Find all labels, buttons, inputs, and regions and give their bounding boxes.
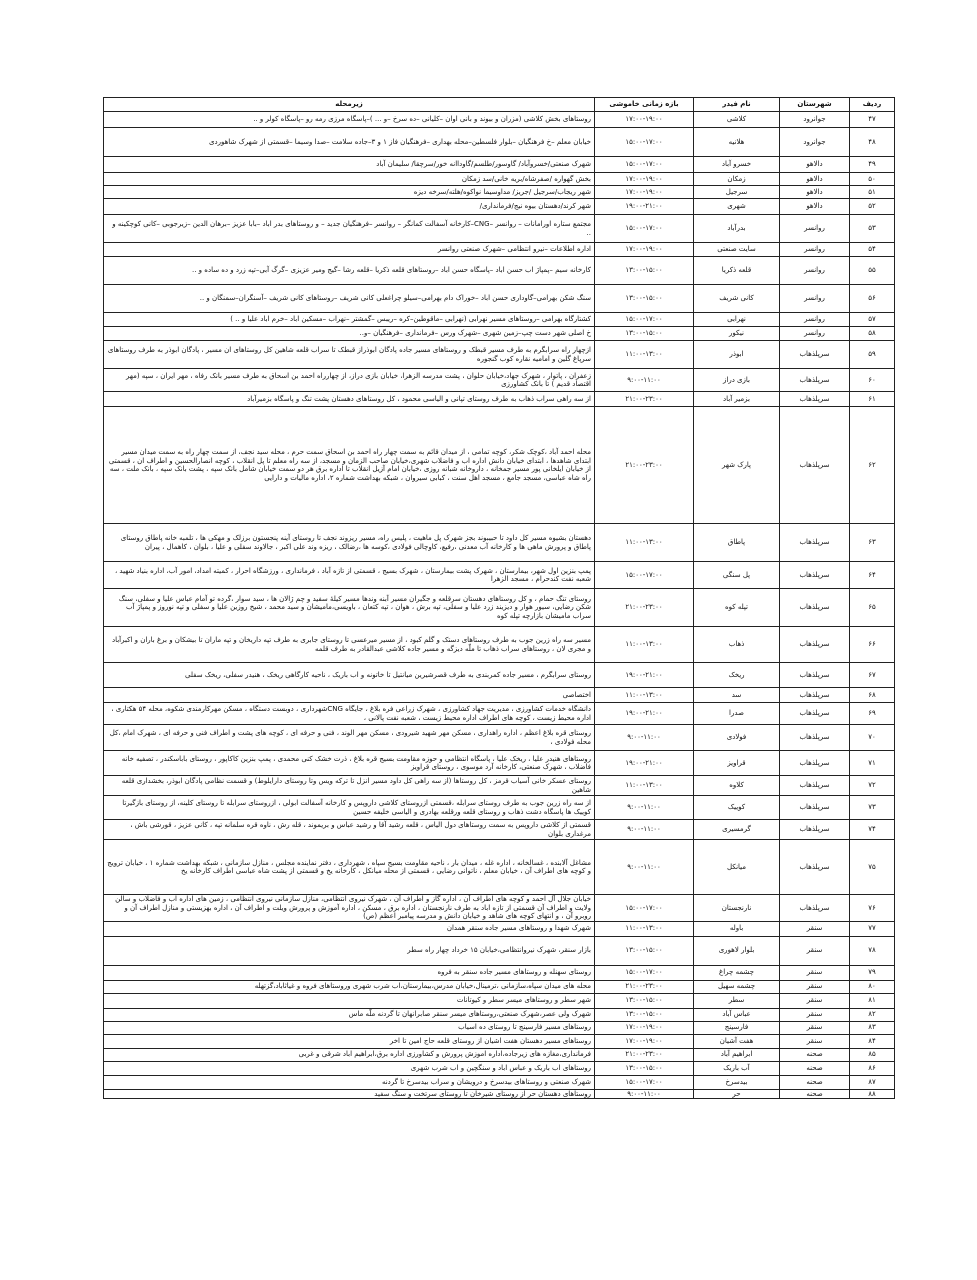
cell-row-number: ۸۸ (850, 1089, 895, 1099)
cell-county: سرپلذهاب (780, 392, 850, 407)
header-neighborhood: زیرمحله (104, 98, 595, 112)
cell-county: روانسر (780, 243, 850, 257)
table-row (104, 157, 895, 173)
cell-county: دالاهو (780, 157, 850, 173)
cell-neighborhood: شهر ریجاب/سرجیل /جریز/ مداوسیما نواکوه/هلته/سرخه دیزه (104, 186, 595, 199)
cell-feeder: ریخک (694, 663, 780, 688)
table-row (104, 776, 895, 796)
cell-neighborhood: خیابان جلال آل احمد و کوچه های اطراف آن ، اداره گاز و اطراف آن ، شهرک نیروی انتظامی، منازل سازمانی نیروی انتظامی ، زمین های اداره اب و فاضلاب و سالن ولایت و اطراف آن قسمتی از تازه اباد به طرف نارنجستان ، اداره برق ، مسکن ، اداره آموزش و پرورش ویلت و اطراف آن ، اداره بهزیستی و منازل اطراف آن و روبرو آن ، و انتهای کوچه های شاهد و خیابان دانش و مدرسه پیامبر اعظم (ص) (104, 895, 595, 922)
cell-row-number: ۷۵ (850, 840, 895, 895)
cell-row-number: ۶۶ (850, 627, 895, 663)
cell-neighborhood: دهستان بشیوه مسیر کل داود تا حبیبوند بجز شهرک پل ماهیت ، پلیس راه، مسیر ریزوند نجف تا روستای آینه پنجستون برزلک و مهکی ها ، تلمبه خانه پاطاق روستای پاطاق و پرورش ماهی ها و کارخانه آب معدنی ،رفیع، کاوچالی فولادی ،کوسه ها ،رضالک ، ریزه وند علی اکبر ، جالاوند سفلی و علیا ، بلوان ، کاهمال ، پیران (104, 524, 595, 562)
cell-neighborhood: روستای تنگ حمام ، و کل روستاهای دهستان سرقلعه و جگیران مسیر آبنه وندها مسیر کیلهٔ سفید و چم ژالان ها ، سید سوار ،گرده تو آمام عباس علیا و سفلی، سنگ شکن رضایی، سیور هوار و دیزیند زرد علیا و سفلی، تپه برش ، هوان ، تپه کتعان ، باویسی،مامیشان و سید محمد ، شیخ روزین علیا و سفلی و تپه نوروز و پمپاژ آب سراب مامیشان بازارچه تپله کوه (104, 589, 595, 627)
table-row (104, 407, 895, 524)
table-row (104, 112, 895, 128)
cell-county: روانسر (780, 215, 850, 243)
cell-row-number: ۷۱ (850, 751, 895, 776)
cell-feeder: سطر (694, 993, 780, 1008)
table-row (104, 199, 895, 215)
cell-neighborhood: شهرک صنعتی و روستاهای بیدسرخ و درویشان و سراب بیدسرخ تا گردنه (104, 1075, 595, 1089)
header-time-range: بازه زمانی خاموشی (595, 98, 694, 112)
cell-feeder: میانکل (694, 840, 780, 895)
cell-row-number: ۸۳ (850, 1021, 895, 1034)
cell-row-number: ۵۷ (850, 313, 895, 327)
cell-neighborhood: از سه راهی سراب ذهاب به طرف روستای تپانی و الیاسی محمود ، کل روستاهای دهستان پشت تنگ و پاسگاه بزمیرآباد (104, 392, 595, 407)
cell-neighborhood: شهرک ولی عصر،شهرک صنعتی،روستاهای میسر سنقر صابرانهان تا گردنه ملّه ماس (104, 1008, 595, 1021)
cell-time-range: ۱۳:۰۰-۱۵:۰۰ (595, 993, 694, 1008)
header-county: شهرستان (780, 98, 850, 112)
cell-feeder: بزمیر آباد (694, 392, 780, 407)
cell-neighborhood: روستاهای مسیر دهستان هفت اشیان از روستای قلعه حاج امین تا اخر (104, 1034, 595, 1048)
cell-feeder: کلاوه (694, 776, 780, 796)
cell-county: سرپلذهاب (780, 776, 850, 796)
cell-time-range: ۹:۰۰-۱۱:۰۰ (595, 1089, 694, 1099)
cell-neighborhood: خ اصلی شهر دست چپ–زمین شهری –شهرک ورس –فرمانداری –فرهنگیان –و.. (104, 327, 595, 341)
table-row (104, 936, 895, 965)
cell-row-number: ۸۴ (850, 1034, 895, 1048)
cell-neighborhood: سنگ شکن بهرامی–گاوداری حسن اباد –خوراک دام بهرامی–سیلو چراغعلی کانی شریف –روستاهای کانی شریف –آسنگران–سمنگان و .. (104, 285, 595, 313)
cell-county: صحنه (780, 1075, 850, 1089)
cell-feeder: نیکور (694, 327, 780, 341)
cell-feeder: عباس آباد (694, 1008, 780, 1021)
cell-row-number: ۵۰ (850, 173, 895, 186)
cell-row-number: ۶۳ (850, 524, 895, 562)
cell-neighborhood: بخش گهواره /صفرشاه/بریه خانی/سد زمکان (104, 173, 595, 186)
cell-feeder: کلاشی (694, 112, 780, 128)
cell-feeder: صدرا (694, 703, 780, 725)
cell-time-range: ۲۱:۰۰-۲۳:۰۰ (595, 392, 694, 407)
table-row (104, 820, 895, 840)
cell-county: روانسر (780, 313, 850, 327)
cell-time-range: ۹:۰۰-۱۱:۰۰ (595, 840, 694, 895)
cell-time-range: ۱۵:۰۰-۱۷:۰۰ (595, 215, 694, 243)
cell-feeder: تپله کوه (694, 589, 780, 627)
cell-county: سرپلذهاب (780, 369, 850, 392)
cell-neighborhood: روستاهای مسیر فارسینج تا روستای ده اسیاب (104, 1021, 595, 1034)
cell-feeder: سرجیل (694, 186, 780, 199)
cell-time-range: ۱۵:۰۰-۱۷:۰۰ (595, 313, 694, 327)
cell-feeder: ابوذر (694, 341, 780, 369)
cell-time-range: ۱۵:۰۰-۱۷:۰۰ (595, 157, 694, 173)
cell-time-range: ۹:۰۰-۱۱:۰۰ (595, 820, 694, 840)
cell-feeder: بدرآباد (694, 215, 780, 243)
cell-time-range: ۱۷:۰۰-۱۹:۰۰ (595, 243, 694, 257)
cell-row-number: ۸۷ (850, 1075, 895, 1089)
cell-row-number: ۷۴ (850, 820, 895, 840)
cell-feeder: چشمه سهیل (694, 980, 780, 993)
cell-time-range: ۲۱:۰۰-۲۳:۰۰ (595, 407, 694, 524)
cell-neighborhood: خیابان معلم –خ فرهنگیان –بلوار فلسطین–محله بهداری –فرهنگیان فاز ۱ و ۳–جاده سلامت –صدا وسیما –قسمتی از شهرک شاهوردی (104, 128, 595, 157)
cell-neighborhood: شهرک شهدا و روستاهای مسیر جاده سنقر همدان (104, 921, 595, 936)
cell-row-number: ۵۹ (850, 341, 895, 369)
cell-county: سرپلذهاب (780, 407, 850, 524)
cell-neighborhood: محله های میدان سپاه،سازمانی ،ترمینال،خیابان مدرس،بیمارستان،اب شرب شهری وروستاهای فروه و غیاثاباد،گزتهله (104, 980, 595, 993)
cell-feeder: زمکان (694, 173, 780, 186)
cell-row-number: ۸۵ (850, 1048, 895, 1061)
cell-feeder: هلانیه (694, 128, 780, 157)
cell-neighborhood: روستاهای بخش کلاشی (مزران و بیوند و بانی اوان –کلیانی –ده سرخ –و ... )–پاسگاه مرزی رمه رو –پاسگاه کولر و .. (104, 112, 595, 128)
table-row (104, 725, 895, 751)
cell-feeder: سایت صنعتی (694, 243, 780, 257)
cell-row-number: ۵۲ (850, 199, 895, 215)
cell-row-number: ۸۲ (850, 1008, 895, 1021)
cell-county: سرپلذهاب (780, 725, 850, 751)
cell-neighborhood: ازچهار راه سرابگرم به طرف مسیر قبطک و روستاهای مسیر جاده پادگان ابوذراز قبطک تا سراب قلعه شاهین کل روستاهای ان مسیر ، پادگان ابوذر به طرف روستاهای سرپاغ گلین و امامیه نقاره کوب گنجوره (104, 341, 595, 369)
table-row (104, 1075, 895, 1089)
cell-time-range: ۱۹:۰۰-۲۱:۰۰ (595, 663, 694, 688)
cell-feeder: خسرو آباد (694, 157, 780, 173)
cell-county: سرپلذهاب (780, 688, 850, 703)
cell-neighborhood: شهر سطر و روستاهای میسر سطر و کیوتانات (104, 993, 595, 1008)
cell-neighborhood: شهر کرند/دهستان بیوه نیج/فرمانداری/ (104, 199, 595, 215)
cell-neighborhood: کارخانه سیم –پمپاژ اب حسن اباد –پاسگاه حسن اباد –روستاهای قلعه ذکریا –قلعه رشا –گیج ومیر عزیزی –گرگ آبی–تپه زرد و ده ساده و .. (104, 257, 595, 285)
cell-time-range: ۱۷:۰۰-۱۹:۰۰ (595, 1034, 694, 1048)
cell-county: صحنه (780, 1089, 850, 1099)
cell-county: روانسر (780, 327, 850, 341)
cell-row-number: ۶۵ (850, 589, 895, 627)
cell-county: جوانرود (780, 112, 850, 128)
table-header-row (104, 98, 895, 112)
cell-time-range: ۱۳:۰۰-۱۵:۰۰ (595, 327, 694, 341)
cell-row-number: ۵۴ (850, 243, 895, 257)
cell-county: دالاهو (780, 186, 850, 199)
cell-row-number: ۷۹ (850, 965, 895, 980)
table-row (104, 257, 895, 285)
cell-time-range: ۲۱:۰۰-۲۳:۰۰ (595, 1048, 694, 1061)
header-feeder: نام فیدر (694, 98, 780, 112)
cell-row-number: ۷۲ (850, 776, 895, 796)
table-row (104, 627, 895, 663)
cell-county: سنقر (780, 993, 850, 1008)
outage-schedule (103, 97, 894, 1099)
cell-time-range: ۲۱:۰۰-۲۳:۰۰ (595, 980, 694, 993)
cell-time-range: ۱۱:۰۰-۱۳:۰۰ (595, 627, 694, 663)
cell-feeder: شهری (694, 199, 780, 215)
table-row (104, 751, 895, 776)
cell-county: روانسر (780, 285, 850, 313)
table-row (104, 663, 895, 688)
cell-row-number: ۸۶ (850, 1061, 895, 1075)
cell-feeder: بلوار لاهوری (694, 936, 780, 965)
cell-row-number: ۵۱ (850, 186, 895, 199)
cell-neighborhood: محله احمد آباد ،کوچک شکر، کوچه تمامی ، از میدان قائم به سمت چهار راه احمد بن اسحاق سمت حرم ، محله سید نجف، از سمت چهار راه به سمت میدان مسیر ابتدای شاهدها ، ابتدای خیابان دانش اداره اب و فاضلاب شهری،خیابان صاحب الزمان و مسجد، از سه راه معلم تا پل انقلاب ، کوچه انصارالحسین و اطراف ان ، قسمتی از خیابان ایلخانی پور مسیر جمخانه ، داروخانه شبانه روزی ،خیابان امام آزیل انقلاب تا اداره برق هر دو سمت خیابان شامل بانک سپه ، پشت بانک سپه ، بانک ملت ، سه راه شاه عباسی، مسجد جامع ، مسجد اهل سنت ، کبابی سیروان ، شبکه بهداشت شماره ۲، اداره مالیات و دارایی (104, 407, 595, 524)
cell-county: صحنه (780, 1061, 850, 1075)
cell-feeder: چشمه چراغ (694, 965, 780, 980)
cell-row-number: ۴۷ (850, 112, 895, 128)
cell-row-number: ۷۷ (850, 921, 895, 936)
cell-county: روانسر (780, 257, 850, 285)
cell-feeder: کوییک (694, 796, 780, 820)
cell-row-number: ۶۴ (850, 562, 895, 589)
cell-time-range: ۱۹:۰۰-۲۱:۰۰ (595, 199, 694, 215)
cell-time-range: ۱۵:۰۰-۱۷:۰۰ (595, 965, 694, 980)
table-row (104, 392, 895, 407)
cell-neighborhood: روستای سرابگرم ، مسیر جاده کمربندی به طرف قصرشیرین میانتیل تا خاتونه و اب باریک ، ناحیه کارگاهی ریخک ، هنیدر سفلی، ریخک سفلی (104, 663, 595, 688)
cell-time-range: ۱۵:۰۰-۱۷:۰۰ (595, 1075, 694, 1089)
cell-neighborhood: بازار سنقر، شهرک نیروانتظامی،خیابان ۱۵ خرداد چهار راه سطر (104, 936, 595, 965)
cell-county: سرپلذهاب (780, 663, 850, 688)
cell-row-number: ۴۸ (850, 128, 895, 157)
cell-feeder: پل سنگی (694, 562, 780, 589)
cell-time-range: ۱۷:۰۰-۱۹:۰۰ (595, 1021, 694, 1034)
table-row (104, 369, 895, 392)
table-row (104, 688, 895, 703)
cell-row-number: ۷۰ (850, 725, 895, 751)
cell-time-range: ۱۱:۰۰-۱۳:۰۰ (595, 341, 694, 369)
table-row (104, 980, 895, 993)
cell-county: جوانرود (780, 128, 850, 157)
cell-county: دالاهو (780, 173, 850, 186)
table-row (104, 895, 895, 922)
cell-row-number: ۶۹ (850, 703, 895, 725)
outage-table (103, 97, 895, 1099)
table-row (104, 524, 895, 562)
cell-time-range: ۱۷:۰۰-۱۹:۰۰ (595, 173, 694, 186)
cell-neighborhood: مسیر سه راه زرین جوب به طرف روستاهای دستک و گلم کبود ، از مسیر میرعسی تا روستای جابری به طرف تپه داریخان و تپه ماران تا بیشکان و برغ باران و اکبرآباد و مجری لان ، روستاهای سراب ذهاب تا ملّه دیزگه و مسیر جاده کلاشی عبدالقادر به طرف قلمه (104, 627, 595, 663)
cell-feeder: بیدسرخ (694, 1075, 780, 1089)
table-row (104, 1061, 895, 1075)
cell-feeder: قراویز (694, 751, 780, 776)
cell-feeder: گرمسیری (694, 820, 780, 840)
cell-county: سنقر (780, 921, 850, 936)
table-row (104, 243, 895, 257)
cell-time-range: ۱۱:۰۰-۱۳:۰۰ (595, 921, 694, 936)
cell-county: سرپلذهاب (780, 820, 850, 840)
cell-neighborhood: قسمتی از کلاشی داروپس به سمت روستاهای دول الیاس ، قلعه رشید آقا و رشید عباس و بریموند ، قله رش ، ناوه قره سلمانه تپه ، کانی عزیز ، قورشی باش ، مرغداری بلوان (104, 820, 595, 840)
cell-row-number: ۶۷ (850, 663, 895, 688)
cell-row-number: ۴۹ (850, 157, 895, 173)
cell-time-range: ۱۱:۰۰-۱۳:۰۰ (595, 776, 694, 796)
cell-time-range: ۲۱:۰۰-۲۳:۰۰ (595, 589, 694, 627)
table-row (104, 285, 895, 313)
cell-time-range: ۱۵:۰۰-۱۷:۰۰ (595, 128, 694, 157)
cell-county: صحنه (780, 1048, 850, 1061)
cell-county: سنقر (780, 1021, 850, 1034)
cell-time-range: ۱۳:۰۰-۱۵:۰۰ (595, 257, 694, 285)
cell-neighborhood: روستای سهنله و روستاهای مسیر جاده سنقر به فروه (104, 965, 595, 980)
table-row (104, 186, 895, 199)
cell-row-number: ۶۲ (850, 407, 895, 524)
cell-time-range: ۱۷:۰۰-۱۹:۰۰ (595, 186, 694, 199)
cell-neighborhood: کشتارگاه بهرامی –روستاهای مسیر نهرابی (نهرابی –ماقوطین–کره –ریبس –گمشتر –نهراب –مسکین اباد –خرم اباد علیا و .. ) (104, 313, 595, 327)
cell-county: سرپلذهاب (780, 751, 850, 776)
cell-county: سرپلذهاب (780, 627, 850, 663)
cell-feeder: آب باریک (694, 1061, 780, 1075)
cell-row-number: ۶۰ (850, 369, 895, 392)
table-row (104, 1048, 895, 1061)
cell-county: دالاهو (780, 199, 850, 215)
table-row (104, 965, 895, 980)
table-row (104, 840, 895, 895)
table-row (104, 921, 895, 936)
table-row (104, 703, 895, 725)
table-row (104, 327, 895, 341)
cell-feeder: ابراهیم آباد (694, 1048, 780, 1061)
cell-county: سرپلذهاب (780, 589, 850, 627)
cell-time-range: ۱۳:۰۰-۱۵:۰۰ (595, 1008, 694, 1021)
cell-time-range: ۱۳:۰۰-۱۵:۰۰ (595, 1061, 694, 1075)
cell-feeder: حر (694, 1089, 780, 1099)
cell-row-number: ۵۸ (850, 327, 895, 341)
cell-neighborhood: از سه راه زرین جوب به طرف روستای سرابله ،قسمتی ازروستای کلاشی داروپس و کارخانه آسفالت ابولی ، ازروستای سرابله تا روستای کلینه، از روستای بازگیرتا کوییک ها پاسگاه دشت ذهاب و روستای قلعه ورقلعه بهادری و الیاسی خلیفه حسین (104, 796, 595, 820)
cell-county: سرپلذهاب (780, 562, 850, 589)
cell-county: سنقر (780, 965, 850, 980)
table-row (104, 341, 895, 369)
cell-row-number: ۶۸ (850, 688, 895, 703)
cell-neighborhood: روستاهای دهستان حر از روستای شیرخان تا روستای سرتخت و سنگ سفید (104, 1089, 595, 1099)
cell-feeder: بازی دراز (694, 369, 780, 392)
cell-row-number: ۷۳ (850, 796, 895, 820)
cell-row-number: ۷۸ (850, 936, 895, 965)
cell-feeder: سد (694, 688, 780, 703)
cell-time-range: ۱۹:۰۰-۲۱:۰۰ (595, 751, 694, 776)
cell-time-range: ۱۷:۰۰-۱۹:۰۰ (595, 112, 694, 128)
cell-feeder: فارسینج (694, 1021, 780, 1034)
cell-county: سنقر (780, 936, 850, 965)
cell-time-range: ۱۳:۰۰-۱۵:۰۰ (595, 285, 694, 313)
cell-time-range: ۱۵:۰۰-۱۷:۰۰ (595, 895, 694, 922)
cell-neighborhood: زعفران ، پاتوار ، شهرک جهاد،خیابان حلوان ، پشت مدرسه الزهرا، خیابان بازی دراز، از چهارراه احمد بن اسحاق به طرف مسیر بانک رفاه ، مهر ایران ، سپه (مهر اقتصاد قدیم ) تا بانک کشاورزی (104, 369, 595, 392)
cell-feeder: باوله (694, 921, 780, 936)
cell-county: سرپلذهاب (780, 341, 850, 369)
cell-row-number: ۵۵ (850, 257, 895, 285)
table-row (104, 1008, 895, 1021)
cell-time-range: ۱۱:۰۰-۱۳:۰۰ (595, 524, 694, 562)
cell-county: سرپلذهاب (780, 895, 850, 922)
cell-county: سرپلذهاب (780, 524, 850, 562)
table-row (104, 1089, 895, 1099)
cell-neighborhood: روستاهای اب باریک و عباس اباد و سنگچین و اب شرب شهری (104, 1061, 595, 1075)
cell-feeder: هفت آشیان (694, 1034, 780, 1048)
cell-county: سرپلذهاب (780, 703, 850, 725)
cell-feeder: نهرابی (694, 313, 780, 327)
cell-row-number: ۸۱ (850, 993, 895, 1008)
cell-feeder: فولادی (694, 725, 780, 751)
cell-neighborhood: اختصاصی (104, 688, 595, 703)
cell-neighborhood: دانشگاه خدمات کشاورزی ، مدیریت جهاد کشاورزی ، شهرک زراعی فره بلاغ ، جایگاه CNGشهرداری ، دوبست دستگاه ، مسکن مهرکارمندی شکوه، محله ۵۴ هکتاری ، اداره محیط زیست ، کوچه های اطراف اداره محیط زیست ، شعبه نفت پالانی ، (104, 703, 595, 725)
cell-neighborhood: پمپ بنزین اول شهر، بیمارستان ، شهرک پشت بیمارستان ، شهرک بسیج ، قسمتی از تازه آباد ، فرمانداری ، ورزشگاه احرار ، کمیته امداد، امور آب، اداره بنیاد شهید ، شعبه نفت کندحرام ، مسجد الزهرا (104, 562, 595, 589)
cell-feeder: پاطاق (694, 524, 780, 562)
cell-county: سرپلذهاب (780, 840, 850, 895)
cell-neighborhood: روستای عسکر خانی آسیاب قرمز ، کل روستاها (از سه راهی کل داود مسیر انزل تا ترکه ویس وتا روستای دارایلوط) و قسمت نظامی پادگان ابوذر، بخشداری قلعه شاهین (104, 776, 595, 796)
cell-county: سنقر (780, 1008, 850, 1021)
cell-row-number: ۶۱ (850, 392, 895, 407)
cell-row-number: ۵۳ (850, 215, 895, 243)
table-row (104, 993, 895, 1008)
cell-feeder: پارک شهر (694, 407, 780, 524)
cell-neighborhood: روستاهای هنیدر علیا ، ریخک علیا ، پاسگاه انتظامی و حوزه مقاومت بسیج قره بلاغ ، ذرت خشک کنی محمدی ، پمپ بنزین کاکاپور ، روستای باباسکندر ، تصفیه خانه فاضلاب ، شهرک صنعتی، کارخانه آرد موسوی ، روستای قراویز (104, 751, 595, 776)
cell-feeder: ذهاب (694, 627, 780, 663)
cell-row-number: ۵۶ (850, 285, 895, 313)
cell-time-range: ۱۵:۰۰-۱۷:۰۰ (595, 562, 694, 589)
table-row (104, 313, 895, 327)
cell-time-range: ۹:۰۰-۱۱:۰۰ (595, 796, 694, 820)
table-row (104, 215, 895, 243)
table-row (104, 1021, 895, 1034)
cell-row-number: ۷۶ (850, 895, 895, 922)
cell-county: سنقر (780, 980, 850, 993)
cell-time-range: ۱۱:۰۰-۱۳:۰۰ (595, 688, 694, 703)
cell-neighborhood: مشاغل آلابنده ، غسالخانه ، اداره غله ، میدان بار ، ناحیه مقاومت بسیج سپاه ، شهرداری ، دفتر نماینده مجلس ، منازل سازمانی ، شبکه بهداشت شماره ۱ ، خیابان ترویج و کوچه های اطراف آن ، خیابان معلم ، ناتوانی رضایی ، قسمتی از محله میانکل ، کارخانه یخ و قسمتی از پشت شاه عباسی اطراف کارخانه یخ (104, 840, 595, 895)
table-row (104, 1034, 895, 1048)
header-row-number: ردیف (850, 98, 895, 112)
cell-feeder: کانی شریف (694, 285, 780, 313)
cell-time-range: ۹:۰۰-۱۱:۰۰ (595, 725, 694, 751)
table-row (104, 173, 895, 186)
cell-time-range: ۹:۰۰-۱۱:۰۰ (595, 369, 694, 392)
table-row (104, 562, 895, 589)
cell-time-range: ۱۳:۰۰-۱۵:۰۰ (595, 936, 694, 965)
cell-county: سرپلذهاب (780, 796, 850, 820)
table-row (104, 589, 895, 627)
cell-time-range: ۱۹:۰۰-۲۱:۰۰ (595, 703, 694, 725)
cell-feeder: نارنجستان (694, 895, 780, 922)
cell-feeder: قلعه ذکریا (694, 257, 780, 285)
cell-row-number: ۸۰ (850, 980, 895, 993)
cell-neighborhood: مجتمع ستاره اورامانات – روانسر –CNG–کارخانه آسفالت کمانگر – روانسر –فرهنگیان جدید – و روستاهای بدر اباد –بابا عزیز –برهان الدین –زیرجوبی –کانی کوچکینه و .. (104, 215, 595, 243)
table-row (104, 128, 895, 157)
cell-county: سنقر (780, 1034, 850, 1048)
cell-neighborhood: اداره اطلاعات –نیرو انتظامی –شهرک صنعتی روانسر (104, 243, 595, 257)
cell-neighborhood: شهرک صنعتی/خسروآباد/ گاوسور/طلسم/گاوداانه خور/سرچقا/ سلیمان آباد (104, 157, 595, 173)
cell-neighborhood: فرمانداری،مغازه های زیرجاده،اداره اموزش پرورش و کشاورزی اداره برق،ابراهیم اباد شرقی و غربی (104, 1048, 595, 1061)
cell-neighborhood: روستای قره بلاغ اعظم ، اداره راهداری ، مسکن مهر شهید شیرودی ، مسکن مهر الوند ، فنی و حرفه ای ، کوچه های پشت و اطراف فنی و حرفه ای ، شهرک امام ،کل محله فولادی ، (104, 725, 595, 751)
table-row (104, 796, 895, 820)
